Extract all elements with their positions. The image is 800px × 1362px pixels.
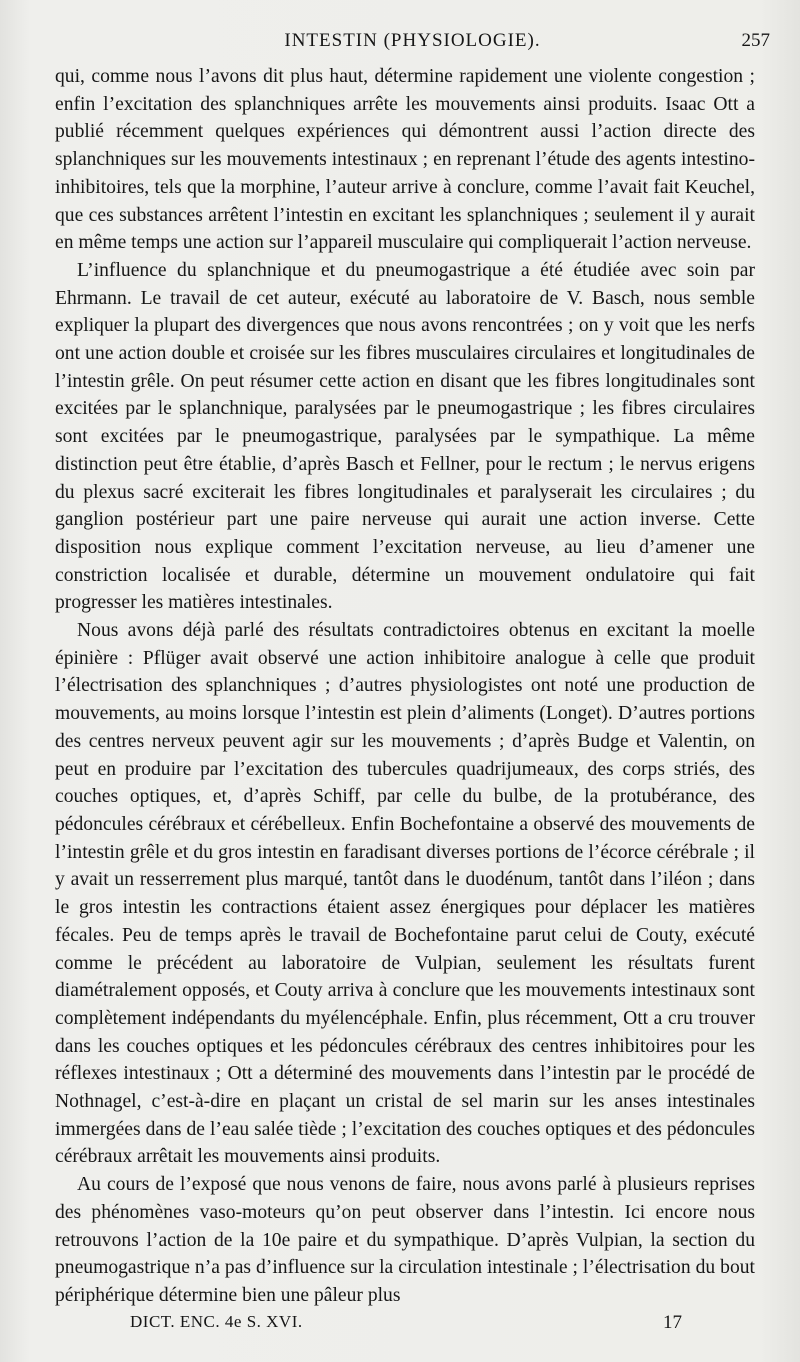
paragraph: L’influence du splanchnique et du pneumogastrique a été étudiée avec soin par Ehrmann. Le travail de cet auteur, exécuté au laboratoire de V. Basch, nous semble expliquer la plupart des divergences que nous avons rencontrées ; on y voit que les nerfs ont une action double et croisée sur les fibres musculaires circulaires et longitudinales de l’intestin grêle. On peut résumer cette action en disant que les fibres longitudinales sont excitées par le splanchnique, paralysées par le pneumogastrique ; les fibres circulaires sont excitées par le pneumogastrique, paralysées par le sympathique. La même distinction peut être établie, d’après Basch et Fellner, pour le rectum ; le nervus erigens du plexus sacré exciterait les fibres longitudinales et paralyserait les circulaires ; du ganglion postérieur part une paire nerveuse qui aurait une action inverse. Cette disposition nous explique comment l’excitation nerveuse, au lieu d’amener une constriction localisée et durable, détermine un mouvement ondulatoire qui fait progresser les matières intestinales. [55,259,755,614]
paragraph: Nous avons déjà parlé des résultats contradictoires obtenus en excitant la moelle épinière : Pflüger avait observé une action inhibitoire analogue à celle que produit l’électrisation des splanchniques ; d’autres physiologistes ont noté une production de mouvements, au moins lorsque l’intestin est plein d’aliments (Longet). D’autres portions des centres nerveux peuvent agir sur les mouvements ; d’après Budge et Valentin, on peut en produire par l’excitation des tubercules quadrijumeaux, des corps striés, des couches optiques, et, d’après Schiff, par celle du bulbe, de la protubérance, des pédoncules cérébraux et cérébelleux. Enfin Bochefontaine a observé des mouvements de l’intestin grêle et du gros intestin en faradisant diverses portions de l’écorce cérébrale ; il y avait un resserrement plus marqué, tantôt dans le duodénum, tantôt dans l’iléon ; dans le gros intestin les contractions étaient assez énergiques pour déplacer les matières fécales. Peu de temps après le travail de Bochefontaine parut celui de Couty, exécuté comme le précédent au laboratoire de Vulpian, seulement les résultats furent diamétralement opposés, et Couty arriva à conclure que les mouvements intestinaux sont complètement indépendants du myélencéphale. Enfin, plus récemment, Ott a cru trouver dans les couches optiques et les pédoncules cérébraux des centres inhibitoires pour les réflexes intestinaux ; Ott a déterminé des mouvements dans l’intestin par le procédé de Nothnagel, c’est-à-dire en plaçant un cristal de sel marin sur les anses intestinales immergées dans de l’eau salée tiède ; l’excitation des couches optiques et des pédoncules cérébraux arrêtait les mouvements ainsi produits. [55,620,755,1168]
page-footer [130,1312,682,1342]
body-text [55,63,755,1310]
signature-mark: 17 [663,1312,682,1333]
page-number: 257 [741,30,770,51]
running-head-title: INTESTIN (PHYSIOLOGIE). [284,30,541,51]
running-head [55,30,770,60]
footer-reference: DICT. ENC. 4e S. XVI. [130,1312,303,1331]
paragraph-continuation: qui, comme nous l’avons dit plus haut, détermine rapidement une violente congestion ; enfin l’excitation des splanchniques arrête les mouvements ainsi produits. Isaac Ott a publié récemment quelques expériences qui démontrent aussi l’action directe des splanchniques sur les mouvements intestinaux ; en reprenant l’étude des agents intestino-inhibitoires, tels que la morphine, l’auteur arrive à conclure, comme l’avait fait Keuchel, que ces substances arrêtent l’intestin en excitant les splanchniques ; seulement il y aurait en même temps une action sur l’appareil musculaire qui compliquerait l’action nerveuse. [55,66,755,254]
paragraph: Au cours de l’exposé que nous venons de faire, nous avons parlé à plusieurs reprises des phénomènes vaso-moteurs qu’on peut observer dans l’intestin. Ici encore nous retrouvons l’action de la 10e paire et du sympathique. D’après Vulpian, la section du pneumogastrique n’a pas d’influence sur la circulation intestinale ; l’électrisation du bout périphérique détermine bien une pâleur plus [55,1174,755,1306]
